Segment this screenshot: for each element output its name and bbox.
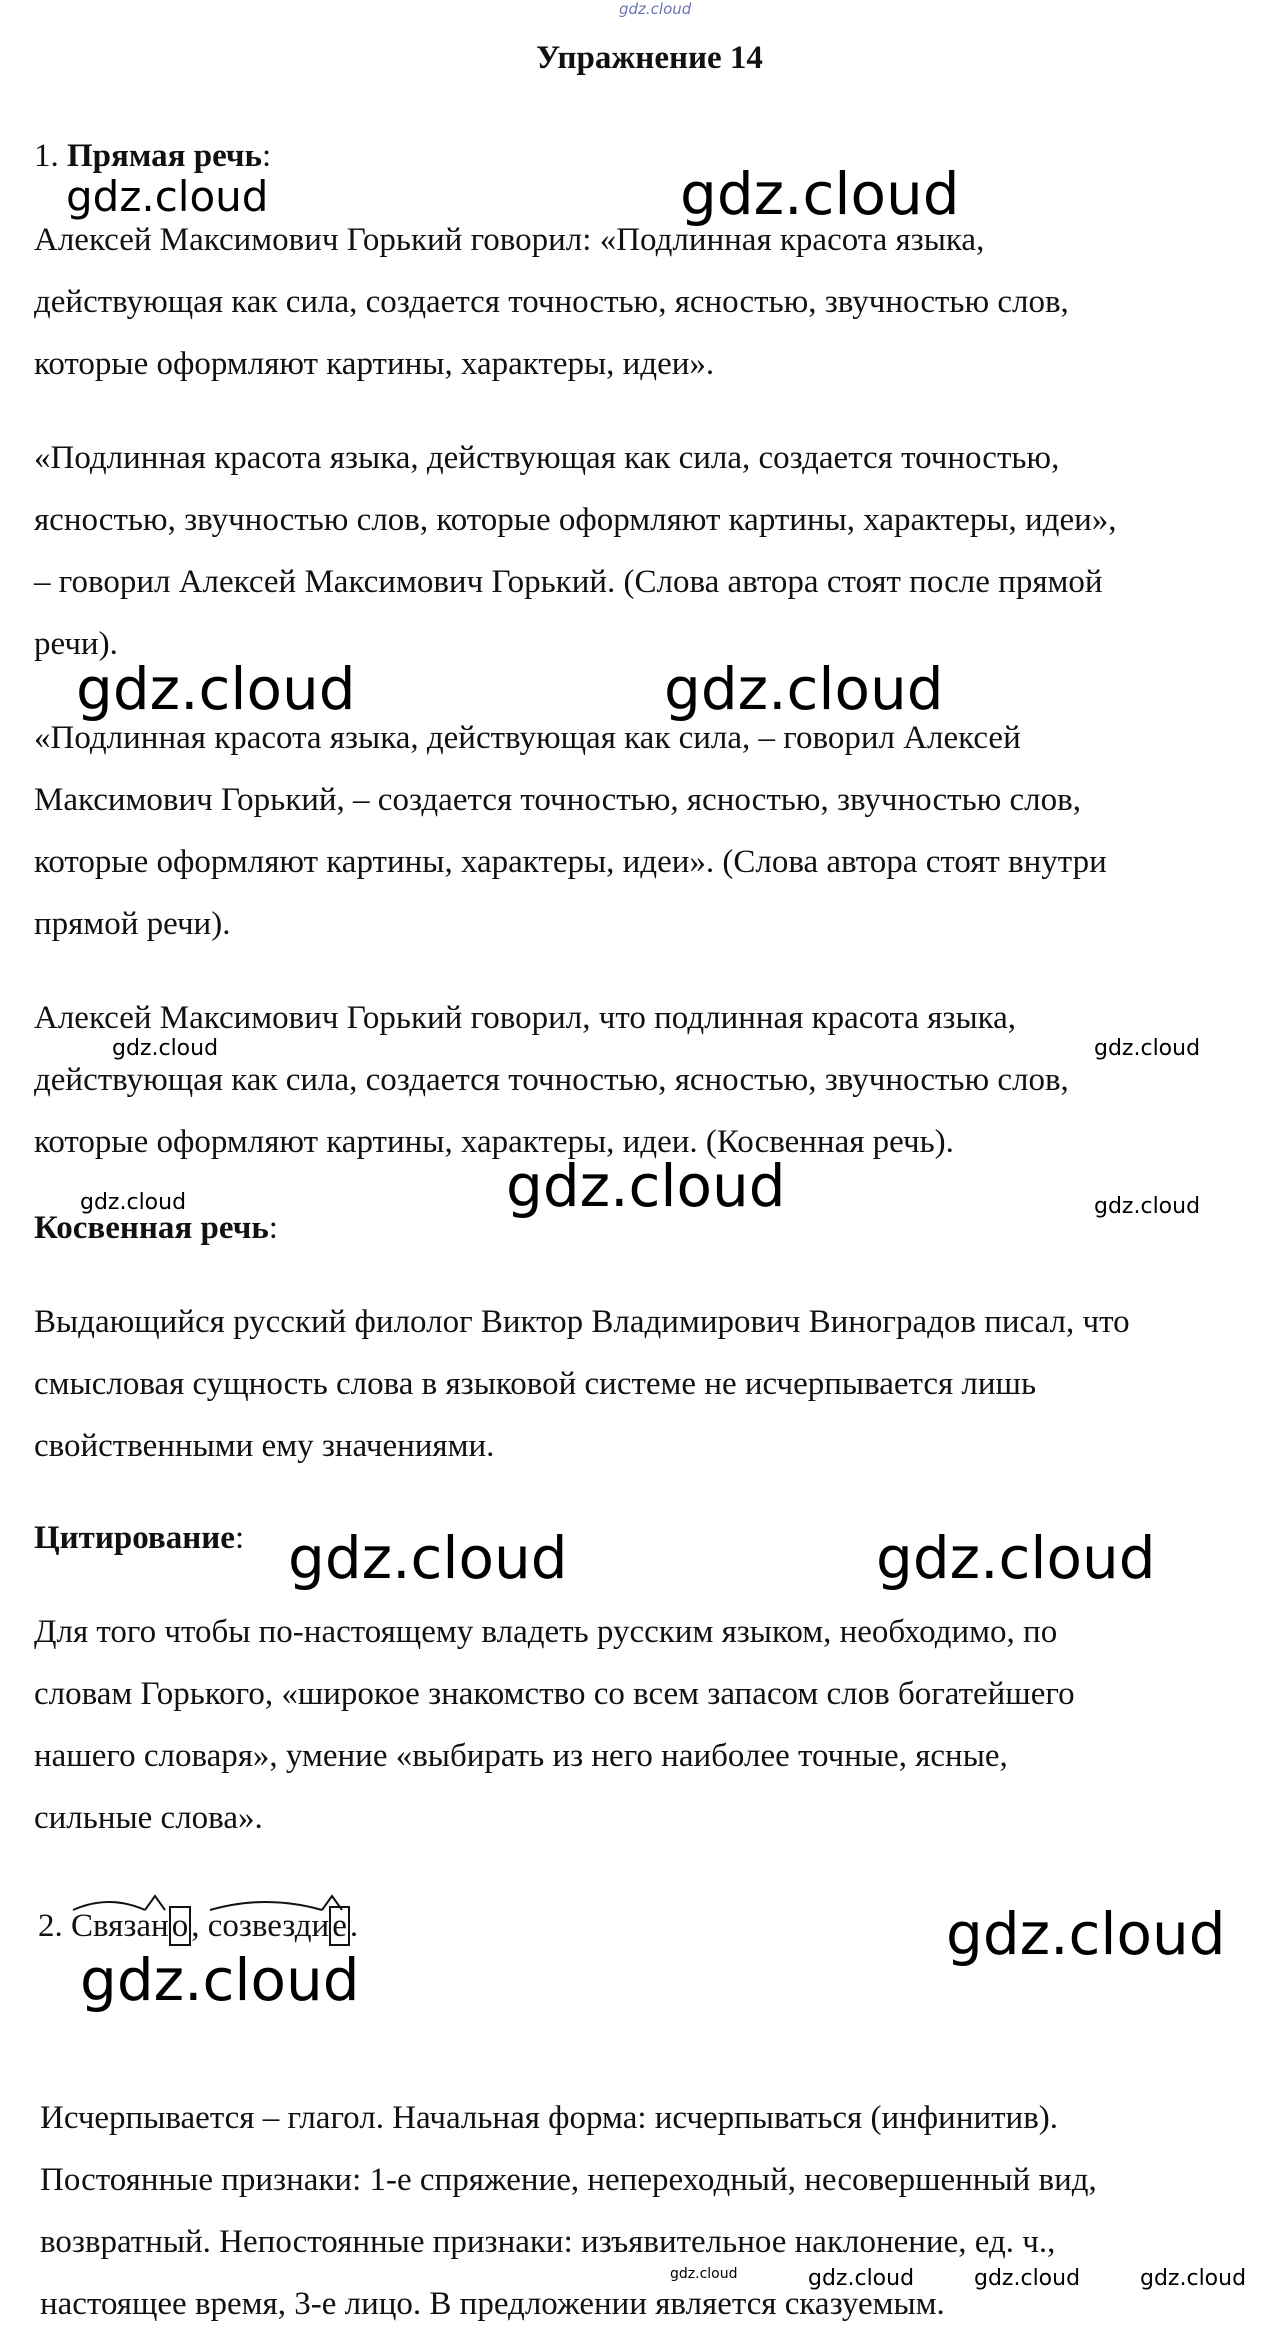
- citation-line-3: нашего словаря», умение «выбирать из него наиболее точные, ясные,: [34, 1738, 1008, 1774]
- indirect-heading-text: Косвенная речь: [34, 1210, 269, 1246]
- watermark: gdz.cloud: [974, 2266, 1081, 2291]
- p2-line-4: речи).: [34, 626, 118, 662]
- citation-heading: [34, 1518, 244, 1558]
- word2-stem: созвезди: [207, 1908, 330, 1944]
- p4-line-2: действующая как сила, создается точностью, ясностью, звучностью слов,: [34, 1062, 1069, 1098]
- direct-speech-heading: Прямая речь: [67, 138, 262, 174]
- citation-line-2: словам Горького, «широкое знакомство со всем запасом слов богатейшего: [34, 1676, 1075, 1712]
- p2-line-2: ясностью, звучностью слов, которые оформляют картины, характеры, идеи»,: [34, 502, 1117, 538]
- word-svyazano: [71, 1906, 191, 1946]
- citation-colon: :: [234, 1520, 245, 1556]
- watermark: gdz.cloud: [112, 1036, 219, 1061]
- word-period: .: [349, 1908, 359, 1944]
- p1-line-2: действующая как сила, создается точностью, ясностью, звучностью слов,: [34, 284, 1069, 320]
- word2-ending: е: [329, 1906, 350, 1946]
- p3-line-4: прямой речи).: [34, 906, 231, 942]
- indirect-line-3: свойственными ему значениями.: [34, 1428, 495, 1464]
- watermark: gdz.cloud: [66, 172, 269, 221]
- analysis-line-4: настоящее время, 3-е лицо. В предложении является сказуемым.: [40, 2286, 945, 2322]
- indirect-line-2: смысловая сущность слова в языковой системе не исчерпывается лишь: [34, 1366, 1037, 1402]
- watermark: gdz.cloud: [1094, 1194, 1201, 1219]
- p4-line-3: которые оформляют картины, характеры, идеи. (Косвенная речь).: [34, 1124, 954, 1160]
- p3-line-2: Максимович Горький, – создается точностью, ясностью, звучностью слов,: [34, 782, 1081, 818]
- heading-colon: :: [261, 138, 272, 174]
- section1-number: 1.: [34, 138, 59, 174]
- analysis-line-3: возвратный. Непостоянные признаки: изъявительное наклонение, ед. ч.,: [40, 2224, 1056, 2260]
- watermark: gdz.cloud: [1140, 2266, 1247, 2291]
- watermark: gdz.cloud: [80, 1946, 360, 2014]
- citation-line-4: сильные слова».: [34, 1800, 263, 1836]
- watermark: gdz.cloud: [670, 2266, 738, 2282]
- analysis-line-2: Постоянные признаки: 1-е спряжение, непереходный, несовершенный вид,: [40, 2162, 1097, 2198]
- p2-line-3: – говорил Алексей Максимович Горький. (Слова автора стоят после прямой: [34, 564, 1103, 600]
- analysis-line-1: Исчерпывается – глагол. Начальная форма: исчерпываться (инфинитив).: [40, 2100, 1059, 2136]
- morpheme-marks-icon: [71, 1894, 191, 1924]
- section2-line: [38, 1906, 358, 1946]
- watermark: gdz.cloud: [1094, 1036, 1201, 1061]
- p1-line-1: Алексей Максимович Горький говорил: «Подлинная красота языка,: [34, 222, 985, 258]
- citation-heading-text: Цитирование: [34, 1520, 235, 1556]
- watermark: gdz.cloud: [76, 655, 356, 723]
- word1-stem: Связан: [71, 1908, 169, 1944]
- indirect-line-1: Выдающийся русский филолог Виктор Владимирович Виноградов писал, что: [34, 1304, 1130, 1340]
- section1-heading: [34, 136, 271, 176]
- watermark: gdz.cloud: [946, 1900, 1226, 1968]
- p3-line-3: которые оформляют картины, характеры, идеи». (Слова автора стоят внутри: [34, 844, 1107, 880]
- watermark: gdz.cloud: [664, 655, 944, 723]
- word-comma: ,: [191, 1908, 200, 1944]
- p1-line-3: которые оформляют картины, характеры, идеи».: [34, 346, 715, 382]
- word-sozvezdie: [208, 1906, 350, 1946]
- citation-line-1: Для того чтобы по-настоящему владеть русским языком, необходимо, по: [34, 1614, 1058, 1650]
- watermark: gdz.cloud: [680, 160, 960, 228]
- section2-number: 2.: [38, 1908, 63, 1944]
- watermark-top: gdz.cloud: [619, 0, 692, 18]
- morpheme-marks-icon-2: [208, 1894, 368, 1924]
- indirect-colon: :: [268, 1210, 278, 1246]
- watermark: gdz.cloud: [506, 1152, 786, 1220]
- watermark: gdz.cloud: [808, 2266, 915, 2291]
- word1-ending: о: [169, 1906, 192, 1946]
- watermark: gdz.cloud: [80, 1190, 187, 1215]
- p2-line-1: «Подлинная красота языка, действующая как сила, создается точностью,: [34, 440, 1060, 476]
- page-title: Упражнение 14: [536, 40, 763, 76]
- watermark: gdz.cloud: [876, 1524, 1156, 1592]
- p4-line-1: Алексей Максимович Горький говорил, что подлинная красота языка,: [34, 1000, 1017, 1036]
- watermark: gdz.cloud: [288, 1524, 568, 1592]
- p3-line-1: «Подлинная красота языка, действующая как сила, – говорил Алексей: [34, 720, 1021, 756]
